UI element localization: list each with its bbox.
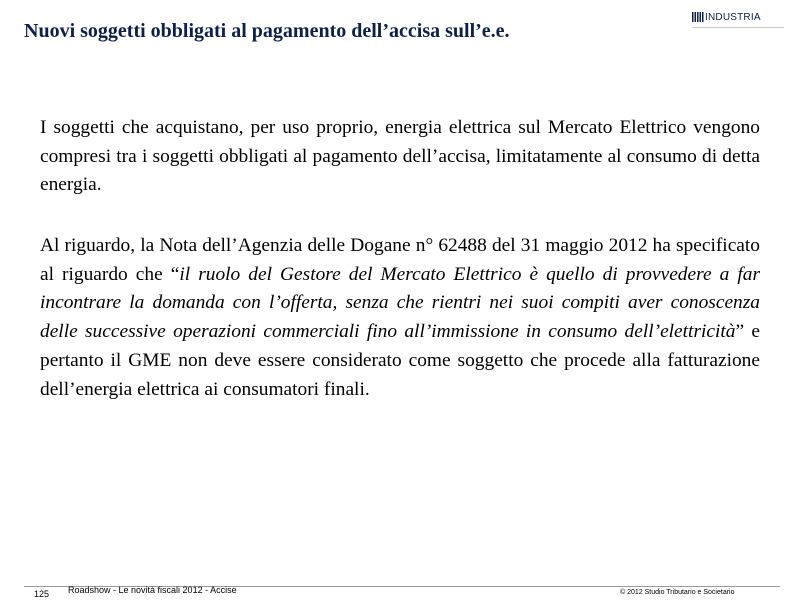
paragraph-2-intro: Al riguardo, la Nota dell’Agenzia delle Dogane n° 62488 del 31 maggio 2012 ha specificato al riguardo che “ bbox=[40, 235, 760, 285]
footer-copyright: © 2012 Studio Tributario e Societario bbox=[620, 589, 735, 596]
paragraph-1: I soggetti che acquistano, per uso proprio, energia elettrica sul Mercato Elettrico vengono compresi tra i soggetti obbligati al pagamento dell’accisa, limitatamente al consumo di detta energia. bbox=[40, 117, 760, 196]
confindustria-logo bbox=[692, 10, 784, 24]
footer-event-title: Roadshow - Le novità fiscali 2012 - Accise bbox=[68, 585, 237, 595]
logo-mark-icon bbox=[692, 11, 704, 23]
paragraph-2-conclusion: ” e pertanto il GME non deve essere considerato come soggetto che procede alla fatturazione dell’energia elettrica ai consumatori finali. bbox=[40, 321, 760, 400]
logo-text: INDUSTRIA bbox=[705, 11, 761, 23]
slide-title: Nuovi soggetti obbligati al pagamento dell’accisa sull’e.e. bbox=[24, 20, 510, 42]
paragraph-2-quote: il ruolo del Gestore del Mercato Elettrico è quello di provvedere a far incontrare la domanda con l’offerta, senza che rientri nei suoi compiti aver conoscenza delle successive operazioni commerciali fino all’immissione in consumo dell’elettricità bbox=[40, 263, 760, 343]
page-number: 125 bbox=[34, 589, 50, 599]
header-rule bbox=[692, 27, 784, 28]
paragraph-2 bbox=[40, 232, 760, 404]
